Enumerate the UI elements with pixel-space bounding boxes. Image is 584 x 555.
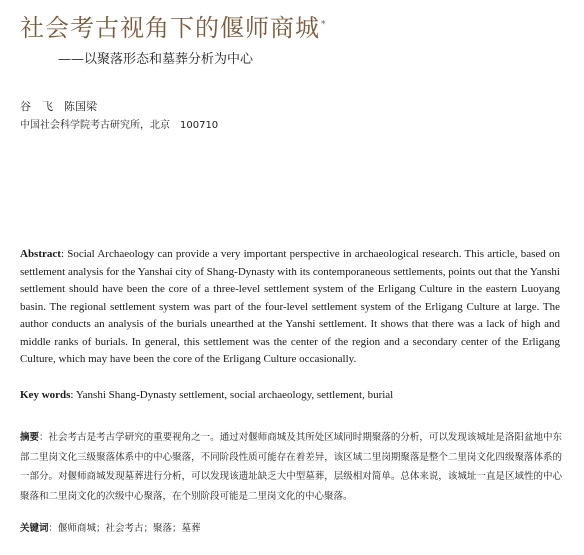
keywords-zh-separator: ： (48, 523, 59, 534)
keywords-english (20, 389, 560, 401)
abstract-zh-separator: ： (39, 432, 49, 443)
keywords-label: Key words (20, 389, 71, 401)
abstract-english (20, 246, 560, 369)
authors: 谷 飞 陈国梁 (20, 100, 97, 113)
abstract-separator: : (60, 248, 64, 260)
keywords-separator: : (70, 389, 74, 401)
abstract-label: Abstract (20, 248, 61, 260)
article-title (20, 8, 327, 43)
abstract-chinese (20, 428, 562, 506)
affiliation: 中国社会科学院考古研究所，北京 100710 (20, 120, 219, 131)
footnote-mark: * (321, 20, 327, 30)
article-title-text: 社会考古视角下的偃师商城 (20, 14, 320, 42)
abstract-text: Social Archaeology can provide a very important perspective in archaeological research. This article, based on settlement analysis for the Yanshai city of Shang-Dynasty with its contemporaneous settlements, points out that the Yanshi settlement should have been the core of a three-level settlement system of the Erligang Culture in the eastern Luoyang basin. The regional settlement system was part of the four-level settlement system of the Erligang Culture at large. The author conducts an analysis of the burials unearthed at the Yanshi settlement. It shows that there was a lack of high and middle ranks of burials. In general, this settlement was the center of the region and a secondary center of the Erligang Culture, which may have been the core of the Erligang Culture occasionally. (20, 248, 561, 365)
article-subtitle: ——以聚落形态和墓葬分析为中心 (58, 52, 254, 67)
keywords-zh-text: 偃师商城；社会考古；聚落；墓葬 (58, 523, 201, 534)
keywords-chinese (20, 520, 560, 534)
abstract-zh-text: 社会考古是考古学研究的重要视角之一。通过对偃师商城及其所处区域同时期聚落的分析，可以发现该城址是洛阳盆地中东部二里岗文化三级聚落体系中的中心聚落，不同阶段性质可能存在着差异，该区域二里岗期聚落是整个二里岗文化四级聚落体系的一部分。对偃师商城发现墓葬进行分析，可以发现该遗址缺乏大中型墓葬，层级相对简单。总体来说，该城址一直是区域性的中心聚落和二里岗文化的次级中心聚落，在个别阶段可能是二里岗文化的中心聚落。 (20, 432, 562, 502)
keywords-text: Yanshi Shang-Dynasty settlement, social archaeology, settlement, burial (75, 389, 394, 401)
abstract-zh-label: 摘要 (20, 432, 40, 443)
keywords-zh-label: 关键词 (20, 523, 49, 534)
